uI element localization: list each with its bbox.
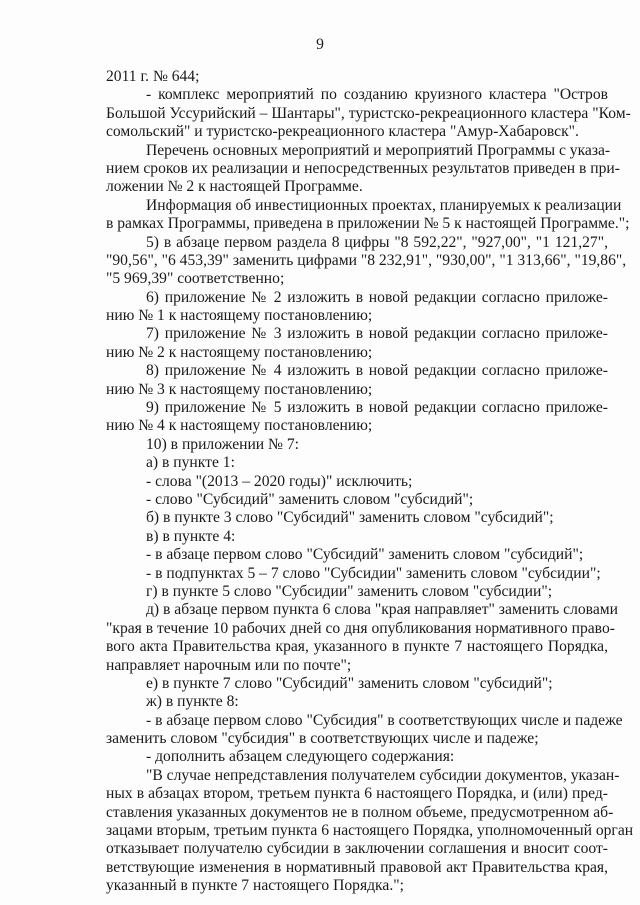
- text-line: д) в абзаце первом пункта 6 слова "края направляет" заменить словами: [146, 601, 618, 619]
- text-line: в) в пункте 4:: [146, 527, 236, 545]
- text-line: указанный в пункте 7 настоящего Порядка.";: [106, 877, 404, 895]
- text-line: - в абзаце первом слово "Субсидий" заменить словом "субсидий";: [146, 546, 584, 564]
- text-line: - в абзаце первом слово "Субсидия" в соответствующих числе и падеже: [146, 711, 623, 729]
- text-line: заменить словом "субсидия" в соответствующих числе и падеже;: [106, 730, 539, 748]
- text-line: "В случае непредставления получателем субсидии документов, указан-: [146, 766, 620, 784]
- text-line: 10) в приложении № 7:: [146, 435, 299, 453]
- text-line: е) в пункте 7 слово "Субсидий" заменить словом "субсидий";: [146, 674, 553, 692]
- text-line: - слово "Субсидий" заменить словом "субсидий";: [146, 490, 474, 508]
- text-line: "90,56", "6 453,39" заменить цифрами "8 232,91", "930,00", "1 313,66", "19,86",: [106, 251, 627, 269]
- text-line: ложении № 2 к настоящей Программе.: [106, 178, 363, 196]
- text-line: зацами вторым, третьим пункта 6 настоящего Порядка, уполномоченный орган: [106, 822, 634, 840]
- text-line: направляет нарочным или по почте";: [106, 656, 352, 674]
- text-line: нию № 1 к настоящему постановлению;: [106, 307, 373, 325]
- text-line: 8) приложение № 4 изложить в новой редакции согласно приложе-: [146, 362, 608, 380]
- text-line: 5) в абзаце первом раздела 8 цифры "8 592,22", "927,00", "1 121,27",: [146, 233, 608, 251]
- text-line: Большой Уссурийский – Шантары", туристско-рекреационного кластера "Ком-: [106, 104, 631, 122]
- text-line: нию № 3 к настоящему постановлению;: [106, 380, 373, 398]
- text-line: ных в абзацах втором, третьем пункта 6 настоящего Порядка, и (или) пред-: [106, 785, 608, 803]
- text-line: нию № 4 к настоящему постановлению;: [106, 417, 373, 435]
- text-line: в рамках Программы, приведена в приложении № 5 к настоящей Программе.";: [106, 215, 630, 233]
- text-line: 6) приложение № 2 изложить в новой редакции согласно приложе-: [146, 288, 608, 306]
- text-line: "5 969,39" соответственно;: [106, 270, 285, 288]
- text-line: 2011 г. № 644;: [106, 68, 200, 85]
- text-line: г) в пункте 5 слово "Субсидии" заменить словом "субсидии";: [146, 582, 553, 600]
- text-line: - слова "(2013 – 2020 годы)" исключить;: [146, 472, 413, 490]
- text-line: ветствующие изменения в нормативный правовой акт Правительства края,: [106, 858, 608, 876]
- text-line: Информация об инвестиционных проектах, планируемых к реализации: [146, 196, 622, 214]
- text-line: нию № 2 к настоящему постановлению;: [106, 343, 373, 361]
- text-line: сомольский" и туристско-рекреационного кластера "Амур-Хабаровск".: [106, 123, 579, 141]
- document-body: [106, 68, 634, 896]
- text-line: 9) приложение № 5 изложить в новой редакции согласно приложе-: [146, 399, 608, 417]
- text-line: б) в пункте 3 слово "Субсидий" заменить словом "субсидий";: [146, 509, 554, 527]
- text-line: - дополнить абзацем следующего содержания:: [146, 748, 455, 766]
- text-line: - комплекс мероприятий по созданию круизного кластера "Остров: [146, 86, 608, 104]
- text-line: ж) в пункте 8:: [146, 693, 239, 711]
- text-line: ставления указанных документов не в полном объеме, предусмотренном аб-: [106, 803, 614, 821]
- text-line: отказывает получателю субсидии в заключении соглашения и вносит соот-: [106, 840, 608, 858]
- page-number: 9: [316, 36, 324, 53]
- text-line: - в подпунктах 5 – 7 слово "Субсидии" заменить словом "субсидии";: [146, 564, 601, 582]
- text-line: 7) приложение № 3 изложить в новой редакции согласно приложе-: [146, 325, 608, 343]
- text-line: вого акта Правительства края, указанного в пункте 7 настоящего Порядка,: [106, 638, 608, 656]
- text-line: нием сроков их реализации и непосредственных результатов приведен в при-: [106, 159, 620, 177]
- text-line: а) в пункте 1:: [146, 454, 235, 472]
- text-line: Перечень основных мероприятий и мероприятий Программы с указа-: [146, 141, 611, 159]
- text-line: "края в течение 10 рабочих дней со дня опубликования нормативного право-: [106, 619, 615, 637]
